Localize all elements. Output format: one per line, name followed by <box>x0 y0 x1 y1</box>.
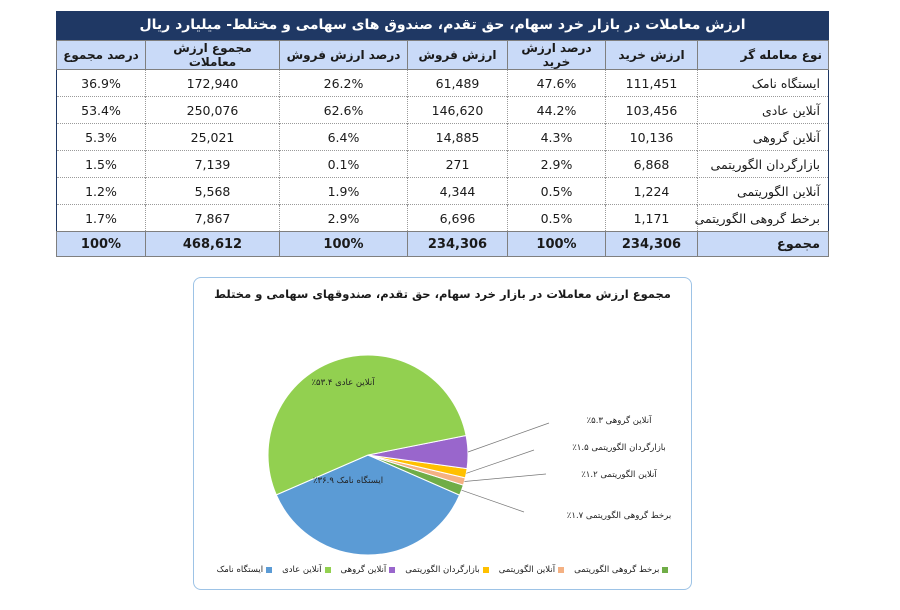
legend-label: آنلاین عادی <box>282 565 322 575</box>
label-leader-line <box>468 423 549 452</box>
cell-total-percent: 53.4% <box>57 97 146 124</box>
legend-label: برخط گروهی الگوریتمی <box>574 565 660 575</box>
table-row <box>57 178 829 205</box>
pie-chart <box>194 278 691 589</box>
cell-sell-value: 4,344 <box>408 178 508 205</box>
legend-item <box>405 565 488 575</box>
total-row <box>57 232 829 257</box>
cell-buy-percent: 2.9% <box>508 151 606 178</box>
cell-total-percent: 1.7% <box>57 205 146 232</box>
cell-trader-type: ایستگاه نامک <box>698 70 829 97</box>
cell-buy-value: 6,868 <box>606 151 698 178</box>
label-leader-line <box>462 490 524 512</box>
total-value: 468,612 <box>146 232 280 257</box>
legend-swatch <box>325 567 331 573</box>
cell-sell-value: 14,885 <box>408 124 508 151</box>
cell-total-percent: 5.3% <box>57 124 146 151</box>
legend-item <box>499 565 564 575</box>
cell-sell-value: 271 <box>408 151 508 178</box>
header-row <box>57 41 829 70</box>
slice-label: آنلاین عادی ۵۳.۴٪ <box>311 378 375 388</box>
cell-sell-percent: 1.9% <box>280 178 408 205</box>
cell-buy-percent: 4.3% <box>508 124 606 151</box>
cell-trader-type: بازارگردان الگوریتمی <box>698 151 829 178</box>
cell-total-value: 7,139 <box>146 151 280 178</box>
cell-buy-value: 10,136 <box>606 124 698 151</box>
cell-trader-type: آنلاین گروهی <box>698 124 829 151</box>
cell-sell-value: 146,620 <box>408 97 508 124</box>
cell-sell-value: 61,489 <box>408 70 508 97</box>
chart-legend <box>194 565 691 575</box>
cell-trader-type: آنلاین عادی <box>698 97 829 124</box>
slice-label: ایستگاه نامک ۳۶.۹٪ <box>312 476 384 486</box>
cell-buy-value: 103,456 <box>606 97 698 124</box>
slice-label: آنلاین گروهی ۵.۳٪ <box>586 416 652 426</box>
table-row <box>57 124 829 151</box>
table-row <box>57 151 829 178</box>
legend-item <box>217 565 272 575</box>
slice-label: آنلاین الگوریتمی ۱.۲٪ <box>581 470 657 480</box>
pie-chart-panel <box>193 277 692 590</box>
label-leader-line <box>464 474 546 482</box>
cell-buy-value: 1,171 <box>606 205 698 232</box>
header-sell-value: ارزش فروش <box>408 41 508 70</box>
total-percent: 100% <box>57 232 146 257</box>
trading-value-table <box>56 11 828 257</box>
cell-buy-percent: 0.5% <box>508 178 606 205</box>
cell-total-value: 250,076 <box>146 97 280 124</box>
cell-trader-type: آنلاین الگوریتمی <box>698 178 829 205</box>
header-sell-percent: درصد ارزش فروش <box>280 41 408 70</box>
header-trader-type: نوع معامله گر <box>698 41 829 70</box>
legend-item <box>574 565 668 575</box>
legend-swatch <box>558 567 564 573</box>
legend-label: آنلاین گروهی <box>340 565 387 575</box>
total-buy-percent: 100% <box>508 232 606 257</box>
cell-total-value: 5,568 <box>146 178 280 205</box>
chart-title: مجموع ارزش معاملات در بازار خرد سهام، حق تقدم، صندوقهای سهامی و مختلط <box>214 287 671 301</box>
label-leader-line <box>466 450 534 473</box>
table-row <box>57 70 829 97</box>
cell-buy-percent: 0.5% <box>508 205 606 232</box>
cell-total-value: 25,021 <box>146 124 280 151</box>
legend-item <box>341 565 396 575</box>
legend-label: بازارگردان الگوریتمی <box>405 565 480 575</box>
legend-swatch <box>483 567 489 573</box>
header-total-value: مجموع ارزش معاملات <box>146 41 280 70</box>
cell-sell-percent: 26.2% <box>280 70 408 97</box>
table-title: ارزش معاملات در بازار خرد سهام، حق تقدم، صندوق های سهامی و مختلط- میلیارد ریال <box>56 11 829 40</box>
cell-total-value: 172,940 <box>146 70 280 97</box>
legend-item <box>282 565 330 575</box>
cell-sell-percent: 0.1% <box>280 151 408 178</box>
cell-buy-percent: 47.6% <box>508 70 606 97</box>
cell-sell-value: 6,696 <box>408 205 508 232</box>
cell-buy-percent: 44.2% <box>508 97 606 124</box>
cell-total-value: 7,867 <box>146 205 280 232</box>
total-buy-value: 234,306 <box>606 232 698 257</box>
data-table <box>56 11 829 257</box>
cell-sell-percent: 6.4% <box>280 124 408 151</box>
cell-total-percent: 36.9% <box>57 70 146 97</box>
legend-label: ایستگاه نامک <box>216 565 264 575</box>
cell-buy-value: 1,224 <box>606 178 698 205</box>
legend-swatch <box>389 567 395 573</box>
cell-sell-percent: 2.9% <box>280 205 408 232</box>
table-row <box>57 205 829 232</box>
total-sell-percent: 100% <box>280 232 408 257</box>
cell-buy-value: 111,451 <box>606 70 698 97</box>
header-buy-value: ارزش خرید <box>606 41 698 70</box>
legend-label: آنلاین الگوریتمی <box>498 565 556 575</box>
legend-swatch <box>662 567 668 573</box>
total-sell-value: 234,306 <box>408 232 508 257</box>
cell-sell-percent: 62.6% <box>280 97 408 124</box>
legend-swatch <box>266 567 272 573</box>
slice-label: برخط گروهی الگوریتمی ۱.۷٪ <box>566 511 672 521</box>
header-total-percent: درصد مجموع <box>57 41 146 70</box>
cell-total-percent: 1.5% <box>57 151 146 178</box>
header-buy-percent: درصد ارزش خرید <box>508 41 606 70</box>
cell-total-percent: 1.2% <box>57 178 146 205</box>
total-label: مجموع <box>698 232 829 257</box>
table-row <box>57 97 829 124</box>
slice-label: بازارگردان الگوریتمی ۱.۵٪ <box>572 443 666 453</box>
cell-trader-type: برخط گروهی الگوریتمی <box>698 205 829 232</box>
